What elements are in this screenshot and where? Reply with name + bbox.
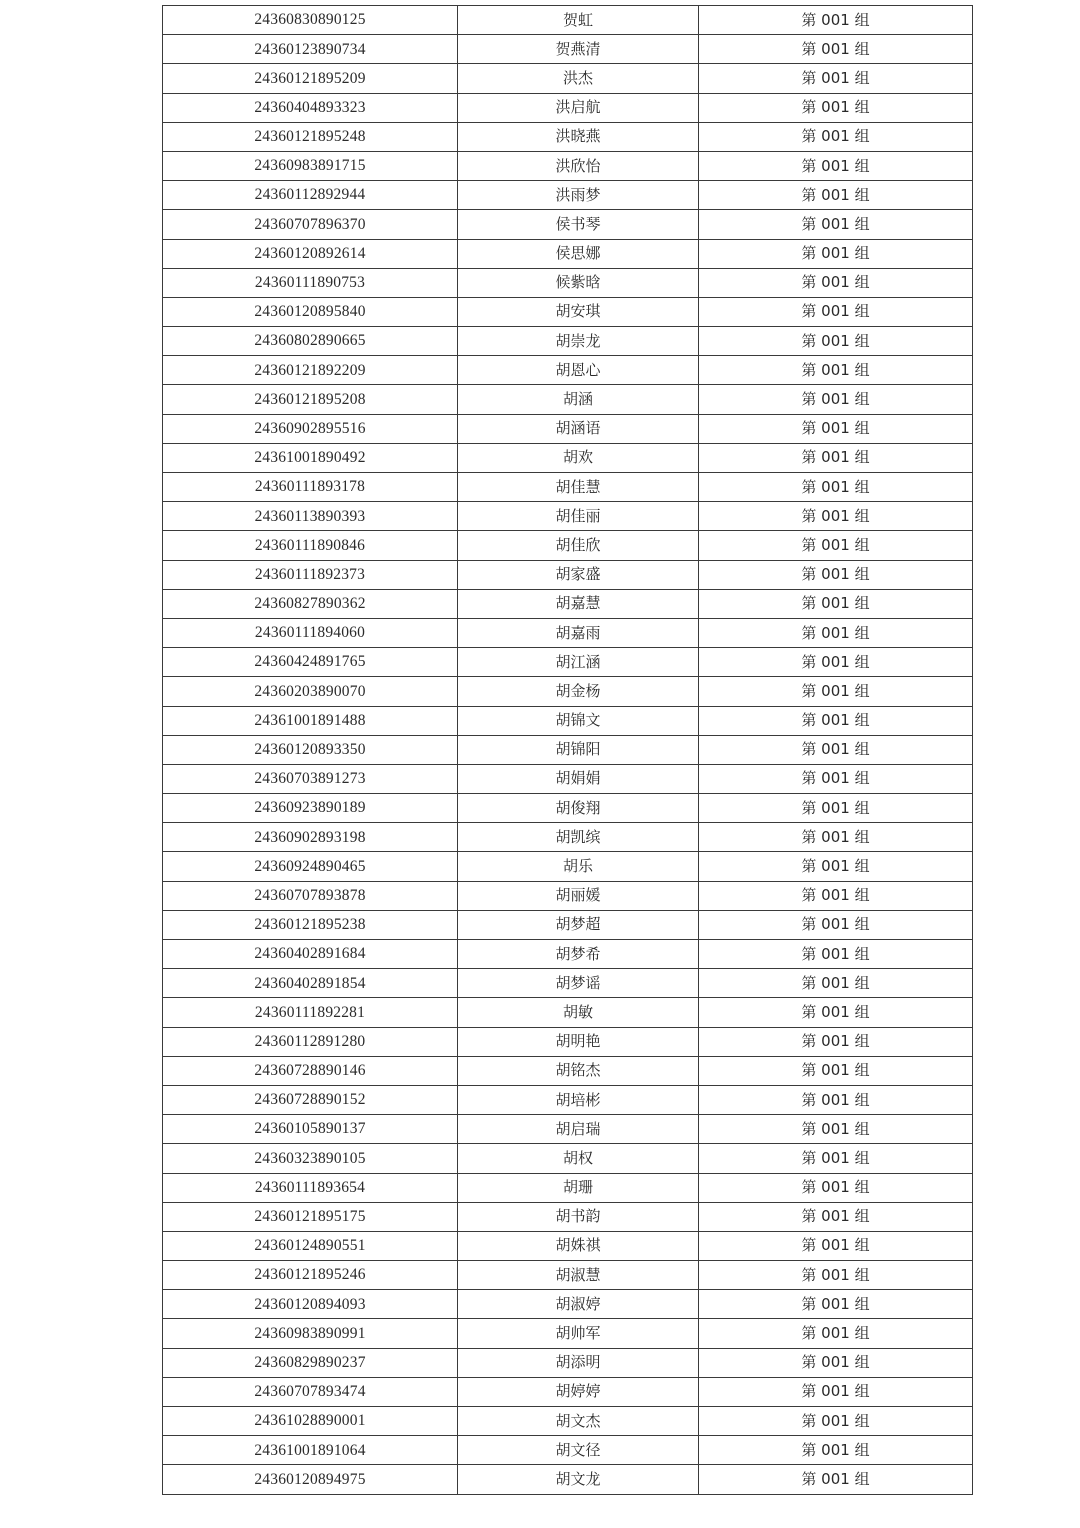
candidate-name-cell: 胡锦阳 xyxy=(458,735,699,764)
candidate-id-cell: 24360120894975 xyxy=(163,1465,458,1494)
group-cell: 第 001 组 xyxy=(699,823,973,852)
candidate-id-cell: 24360402891684 xyxy=(163,940,458,969)
candidate-id-cell: 24360121895209 xyxy=(163,64,458,93)
candidate-name-cell: 洪晓燕 xyxy=(458,122,699,151)
candidate-name-cell: 洪启航 xyxy=(458,93,699,122)
group-cell: 第 001 组 xyxy=(699,677,973,706)
candidate-id-cell: 24360120895840 xyxy=(163,297,458,326)
group-cell: 第 001 组 xyxy=(699,940,973,969)
candidate-id-cell: 24361001891488 xyxy=(163,706,458,735)
candidate-name-cell: 胡崇龙 xyxy=(458,327,699,356)
table-row xyxy=(163,1202,973,1231)
candidate-name-cell: 洪欣怡 xyxy=(458,151,699,180)
candidate-id-cell: 24360121895175 xyxy=(163,1202,458,1231)
candidate-id-cell: 24360121895248 xyxy=(163,122,458,151)
group-cell: 第 001 组 xyxy=(699,1348,973,1377)
table-row xyxy=(163,618,973,647)
candidate-name-cell: 胡书韵 xyxy=(458,1202,699,1231)
candidate-name-cell: 胡家盛 xyxy=(458,560,699,589)
group-cell: 第 001 组 xyxy=(699,1465,973,1494)
group-cell: 第 001 组 xyxy=(699,1290,973,1319)
candidate-id-cell: 24360121892209 xyxy=(163,356,458,385)
candidate-id-cell: 24360203890070 xyxy=(163,677,458,706)
candidate-id-cell: 24360402891854 xyxy=(163,969,458,998)
candidate-id-cell: 24360703891273 xyxy=(163,764,458,793)
table-row xyxy=(163,823,973,852)
candidate-name-cell: 胡铭杰 xyxy=(458,1056,699,1085)
candidate-id-cell: 24360404893323 xyxy=(163,93,458,122)
candidate-id-cell: 24361001890492 xyxy=(163,443,458,472)
candidate-name-cell: 胡涵 xyxy=(458,385,699,414)
candidate-id-cell: 24360121895208 xyxy=(163,385,458,414)
candidate-id-cell: 24360111893178 xyxy=(163,473,458,502)
candidate-name-cell: 胡培彬 xyxy=(458,1085,699,1114)
candidate-name-cell: 胡淑慧 xyxy=(458,1261,699,1290)
candidate-name-cell: 胡婷婷 xyxy=(458,1377,699,1406)
candidate-id-cell: 24360827890362 xyxy=(163,589,458,618)
candidate-id-cell: 24360124890551 xyxy=(163,1231,458,1260)
candidate-id-cell: 24360105890137 xyxy=(163,1115,458,1144)
candidate-name-cell: 洪雨梦 xyxy=(458,181,699,210)
group-cell: 第 001 组 xyxy=(699,706,973,735)
candidate-id-cell: 24360728890146 xyxy=(163,1056,458,1085)
candidate-id-cell: 24360120893350 xyxy=(163,735,458,764)
table-row xyxy=(163,1231,973,1260)
table-row xyxy=(163,531,973,560)
candidate-id-cell: 24360111890846 xyxy=(163,531,458,560)
table-row xyxy=(163,356,973,385)
table-row xyxy=(163,1319,973,1348)
group-cell: 第 001 组 xyxy=(699,1085,973,1114)
candidate-name-cell: 胡娟娟 xyxy=(458,764,699,793)
candidate-id-cell: 24360728890152 xyxy=(163,1085,458,1114)
roster-table-body xyxy=(163,6,973,1495)
candidate-id-cell: 24360902893198 xyxy=(163,823,458,852)
table-row xyxy=(163,414,973,443)
group-cell: 第 001 组 xyxy=(699,327,973,356)
table-row xyxy=(163,560,973,589)
candidate-name-cell: 胡涵语 xyxy=(458,414,699,443)
candidate-name-cell: 胡凯缤 xyxy=(458,823,699,852)
table-row xyxy=(163,677,973,706)
candidate-id-cell: 24360983891715 xyxy=(163,151,458,180)
candidate-name-cell: 胡佳欣 xyxy=(458,531,699,560)
group-cell: 第 001 组 xyxy=(699,852,973,881)
table-row xyxy=(163,385,973,414)
group-cell: 第 001 组 xyxy=(699,122,973,151)
group-cell: 第 001 组 xyxy=(699,1261,973,1290)
table-row xyxy=(163,1027,973,1056)
candidate-name-cell: 胡梦希 xyxy=(458,940,699,969)
group-cell: 第 001 组 xyxy=(699,998,973,1027)
table-row xyxy=(163,239,973,268)
candidate-id-cell: 24360121895246 xyxy=(163,1261,458,1290)
candidate-name-cell: 贺虹 xyxy=(458,6,699,35)
candidate-id-cell: 24360113890393 xyxy=(163,502,458,531)
table-row xyxy=(163,6,973,35)
group-cell: 第 001 组 xyxy=(699,1407,973,1436)
table-row xyxy=(163,210,973,239)
candidate-name-cell: 胡佳慧 xyxy=(458,473,699,502)
candidate-name-cell: 胡嘉雨 xyxy=(458,618,699,647)
candidate-id-cell: 24360123890734 xyxy=(163,35,458,64)
candidate-id-cell: 24360902895516 xyxy=(163,414,458,443)
candidate-id-cell: 24360830890125 xyxy=(163,6,458,35)
group-cell: 第 001 组 xyxy=(699,1202,973,1231)
candidate-id-cell: 24360111893654 xyxy=(163,1173,458,1202)
candidate-id-cell: 24360707893474 xyxy=(163,1377,458,1406)
candidate-id-cell: 24361028890001 xyxy=(163,1407,458,1436)
group-cell: 第 001 组 xyxy=(699,239,973,268)
table-row xyxy=(163,589,973,618)
group-cell: 第 001 组 xyxy=(699,531,973,560)
group-cell: 第 001 组 xyxy=(699,969,973,998)
table-row xyxy=(163,764,973,793)
group-cell: 第 001 组 xyxy=(699,297,973,326)
candidate-name-cell: 胡丽媛 xyxy=(458,881,699,910)
table-row xyxy=(163,151,973,180)
candidate-name-cell: 胡恩心 xyxy=(458,356,699,385)
candidate-id-cell: 24360112892944 xyxy=(163,181,458,210)
candidate-name-cell: 胡俊翔 xyxy=(458,794,699,823)
table-row xyxy=(163,502,973,531)
table-row xyxy=(163,1085,973,1114)
candidate-id-cell: 24360802890665 xyxy=(163,327,458,356)
table-row xyxy=(163,473,973,502)
candidate-name-cell: 胡金杨 xyxy=(458,677,699,706)
candidate-name-cell: 胡文杰 xyxy=(458,1407,699,1436)
table-row xyxy=(163,93,973,122)
table-row xyxy=(163,1290,973,1319)
candidate-id-cell: 24360112891280 xyxy=(163,1027,458,1056)
table-row xyxy=(163,794,973,823)
group-cell: 第 001 组 xyxy=(699,385,973,414)
table-row xyxy=(163,881,973,910)
candidate-name-cell: 胡帅军 xyxy=(458,1319,699,1348)
candidate-id-cell: 24360983890991 xyxy=(163,1319,458,1348)
group-cell: 第 001 组 xyxy=(699,210,973,239)
table-row xyxy=(163,706,973,735)
table-row xyxy=(163,268,973,297)
group-cell: 第 001 组 xyxy=(699,1319,973,1348)
group-cell: 第 001 组 xyxy=(699,268,973,297)
table-row xyxy=(163,327,973,356)
group-cell: 第 001 组 xyxy=(699,93,973,122)
group-cell: 第 001 组 xyxy=(699,151,973,180)
candidate-id-cell: 24361001891064 xyxy=(163,1436,458,1465)
candidate-id-cell: 24360120892614 xyxy=(163,239,458,268)
candidate-id-cell: 24360707896370 xyxy=(163,210,458,239)
table-row xyxy=(163,1173,973,1202)
candidate-id-cell: 24360111894060 xyxy=(163,618,458,647)
candidate-name-cell: 胡权 xyxy=(458,1144,699,1173)
candidate-name-cell: 胡锦文 xyxy=(458,706,699,735)
group-cell: 第 001 组 xyxy=(699,764,973,793)
group-cell: 第 001 组 xyxy=(699,1144,973,1173)
group-cell: 第 001 组 xyxy=(699,1377,973,1406)
group-cell: 第 001 组 xyxy=(699,443,973,472)
group-cell: 第 001 组 xyxy=(699,618,973,647)
group-cell: 第 001 组 xyxy=(699,64,973,93)
table-row xyxy=(163,735,973,764)
candidate-name-cell: 胡添明 xyxy=(458,1348,699,1377)
group-cell: 第 001 组 xyxy=(699,1231,973,1260)
roster-table xyxy=(162,5,973,1495)
candidate-id-cell: 24360923890189 xyxy=(163,794,458,823)
table-row xyxy=(163,1348,973,1377)
candidate-id-cell: 24360424891765 xyxy=(163,648,458,677)
candidate-name-cell: 胡嘉慧 xyxy=(458,589,699,618)
table-row xyxy=(163,1115,973,1144)
candidate-id-cell: 24360924890465 xyxy=(163,852,458,881)
table-row xyxy=(163,1407,973,1436)
group-cell: 第 001 组 xyxy=(699,35,973,64)
group-cell: 第 001 组 xyxy=(699,1115,973,1144)
table-row xyxy=(163,998,973,1027)
table-row xyxy=(163,35,973,64)
table-row xyxy=(163,1377,973,1406)
candidate-id-cell: 24360707893878 xyxy=(163,881,458,910)
candidate-name-cell: 胡淑婷 xyxy=(458,1290,699,1319)
table-row xyxy=(163,443,973,472)
candidate-name-cell: 胡欢 xyxy=(458,443,699,472)
table-row xyxy=(163,910,973,939)
group-cell: 第 001 组 xyxy=(699,881,973,910)
group-cell: 第 001 组 xyxy=(699,414,973,443)
candidate-name-cell: 胡佳丽 xyxy=(458,502,699,531)
group-cell: 第 001 组 xyxy=(699,473,973,502)
candidate-name-cell: 胡明艳 xyxy=(458,1027,699,1056)
candidate-name-cell: 胡敏 xyxy=(458,998,699,1027)
group-cell: 第 001 组 xyxy=(699,1436,973,1465)
candidate-id-cell: 24360111892373 xyxy=(163,560,458,589)
group-cell: 第 001 组 xyxy=(699,181,973,210)
candidate-name-cell: 胡珊 xyxy=(458,1173,699,1202)
candidate-id-cell: 24360323890105 xyxy=(163,1144,458,1173)
table-row xyxy=(163,852,973,881)
group-cell: 第 001 组 xyxy=(699,910,973,939)
group-cell: 第 001 组 xyxy=(699,502,973,531)
candidate-id-cell: 24360111892281 xyxy=(163,998,458,1027)
group-cell: 第 001 组 xyxy=(699,560,973,589)
candidate-id-cell: 24360120894093 xyxy=(163,1290,458,1319)
candidate-name-cell: 贺燕清 xyxy=(458,35,699,64)
candidate-name-cell: 胡江涵 xyxy=(458,648,699,677)
candidate-id-cell: 24360111890753 xyxy=(163,268,458,297)
group-cell: 第 001 组 xyxy=(699,794,973,823)
table-row xyxy=(163,181,973,210)
group-cell: 第 001 组 xyxy=(699,1027,973,1056)
group-cell: 第 001 组 xyxy=(699,6,973,35)
candidate-name-cell: 胡乐 xyxy=(458,852,699,881)
candidate-name-cell: 胡启瑞 xyxy=(458,1115,699,1144)
table-row xyxy=(163,1465,973,1494)
group-cell: 第 001 组 xyxy=(699,356,973,385)
group-cell: 第 001 组 xyxy=(699,735,973,764)
table-row xyxy=(163,1144,973,1173)
candidate-name-cell: 侯书琴 xyxy=(458,210,699,239)
candidate-name-cell: 候紫晗 xyxy=(458,268,699,297)
candidate-id-cell: 24360121895238 xyxy=(163,910,458,939)
group-cell: 第 001 组 xyxy=(699,1056,973,1085)
table-row xyxy=(163,940,973,969)
table-row xyxy=(163,297,973,326)
candidate-name-cell: 洪杰 xyxy=(458,64,699,93)
table-row xyxy=(163,648,973,677)
table-row xyxy=(163,1261,973,1290)
candidate-name-cell: 胡文径 xyxy=(458,1436,699,1465)
candidate-name-cell: 胡梦谣 xyxy=(458,969,699,998)
table-row xyxy=(163,64,973,93)
candidate-name-cell: 胡安琪 xyxy=(458,297,699,326)
table-row xyxy=(163,122,973,151)
table-row xyxy=(163,1056,973,1085)
candidate-name-cell: 胡梦超 xyxy=(458,910,699,939)
candidate-name-cell: 胡文龙 xyxy=(458,1465,699,1494)
group-cell: 第 001 组 xyxy=(699,1173,973,1202)
group-cell: 第 001 组 xyxy=(699,589,973,618)
candidate-id-cell: 24360829890237 xyxy=(163,1348,458,1377)
group-cell: 第 001 组 xyxy=(699,648,973,677)
table-row xyxy=(163,1436,973,1465)
table-row xyxy=(163,969,973,998)
candidate-name-cell: 胡姝祺 xyxy=(458,1231,699,1260)
candidate-name-cell: 侯思娜 xyxy=(458,239,699,268)
